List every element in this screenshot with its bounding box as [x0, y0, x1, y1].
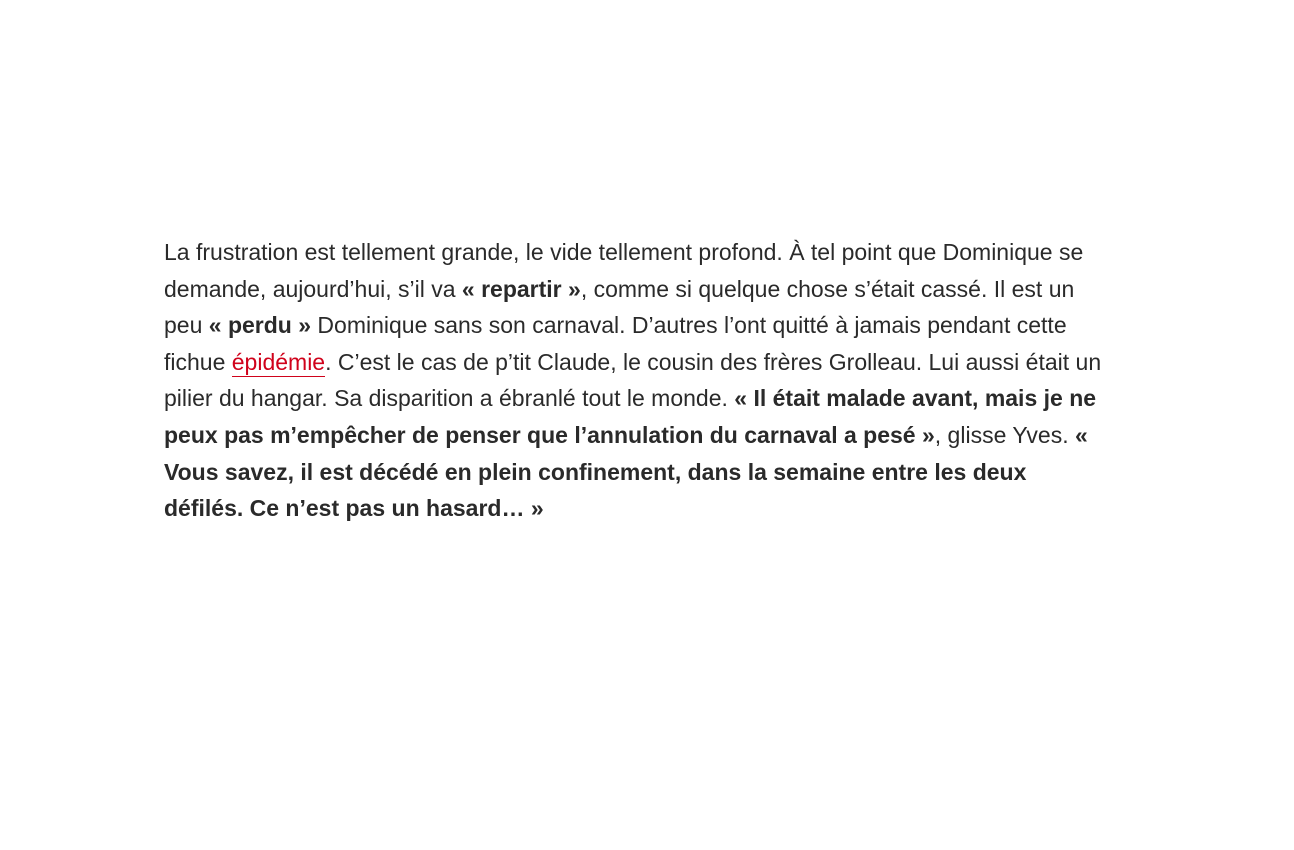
quote-malade: « Il était malade avant, mais je ne peux pas m’empêcher de penser que l’annulation du carnaval a pesé » [164, 385, 1097, 448]
quote-repartir: « repartir » [461, 275, 581, 302]
text-segment: Dominique sans son carnaval. D’autres l’ont quitté à jamais pendant cette fichue [164, 312, 1067, 375]
text-segment: , comme si quelque chose s’était cassé. Il est un peu [164, 275, 1075, 339]
article-paragraph [164, 234, 1109, 527]
link-epidemie[interactable]: épidémie [231, 348, 326, 375]
article-body [164, 234, 1109, 527]
text-segment: La frustration est tellement grande, le vide tellement profond. À tel point que Dominique se demande, aujourd’hui, s’il va [164, 239, 1084, 302]
quote-perdu: « perdu » [208, 312, 312, 339]
quote-confinement: « Vous savez, il est décédé en plein confinement, dans la semaine entre les deux défilés. Ce n’est pas un hasard… » [164, 421, 1088, 522]
text-segment: . C’est le cas de p’tit Claude, le cousin des frères Grolleau. Lui aussi était un pilier du hangar. Sa disparition a ébranlé tout le monde. [164, 348, 1102, 412]
text-segment: , glisse Yves. [934, 421, 1075, 448]
